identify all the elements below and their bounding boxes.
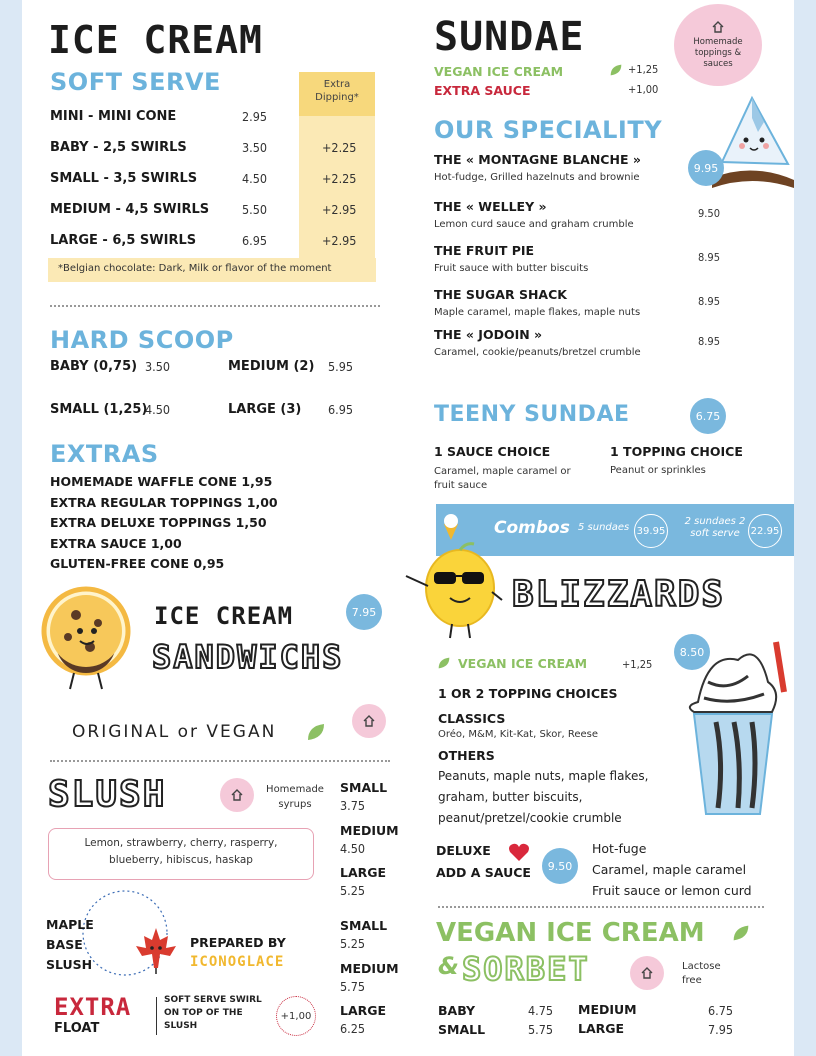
soft-serve-dip-price: +2.25 — [322, 171, 357, 186]
extra-float-float: FLOAT — [54, 1021, 100, 1036]
maple-price: 6.25 — [340, 1021, 366, 1036]
blizzards-classics-title: CLASSICS — [438, 711, 506, 726]
vegan-size: BABY — [438, 1003, 476, 1018]
slush-flavors: Lemon, strawberry, cherry, rasperry, blueberry, hibiscus, haskap — [48, 828, 314, 880]
vegan-title-1: VEGAN ICE CREAM — [436, 918, 705, 948]
slush-homemade: Homemade syrups — [266, 784, 324, 810]
vegan-size: SMALL — [438, 1022, 486, 1037]
maple-label: MAPLE BASE SLUSH — [46, 917, 94, 972]
maple-leaf-icon — [130, 924, 182, 976]
vegan-price: 4.75 — [528, 1003, 554, 1018]
speciality-price-badge: 9.95 — [688, 150, 724, 186]
hard-scoop-item: SMALL (1,25) — [50, 402, 148, 417]
house-icon — [640, 966, 654, 980]
deluxe-item: Fruit sauce or lemon curd — [592, 883, 752, 898]
hard-scoop-title: HARD SCOOP — [50, 326, 234, 354]
vegan-size: LARGE — [578, 1021, 625, 1036]
speciality-item-name: THE SUGAR SHACK — [434, 287, 567, 302]
homemade-badge-text: Homemade toppings & sauces — [693, 37, 743, 69]
soft-serve-dip-price: +2.95 — [322, 202, 357, 217]
deluxe-list — [592, 838, 752, 901]
divider — [50, 305, 380, 307]
speciality-item-name: THE « JODOIN » — [434, 327, 543, 342]
extras-list — [50, 472, 278, 575]
slush-price: 3.75 — [340, 798, 366, 813]
sandwichs-title-1: ICE CREAM — [154, 602, 294, 630]
slush-price: 4.50 — [340, 841, 366, 856]
soft-serve-item: SMALL - 3,5 SWIRLS — [50, 171, 198, 186]
vegan-price: 6.75 — [708, 1003, 734, 1018]
hard-scoop-price: 3.50 — [145, 359, 171, 374]
dipping-note: *Belgian chocolate: Dark, Milk or flavor of the moment — [58, 263, 332, 274]
blizzards-others: Peanuts, maple nuts, maple flakes, graham, butter biscuits, peanut/pretzel/cookie crumble — [438, 769, 649, 825]
speciality-item-price: 8.95 — [698, 335, 721, 348]
soft-serve-dip-price: +2.25 — [322, 140, 357, 155]
hard-scoop-item: MEDIUM (2) — [228, 359, 315, 374]
ice-cream-title: ICE CREAM — [48, 18, 263, 62]
soft-serve-item: MEDIUM - 4,5 SWIRLS — [50, 202, 210, 217]
slush-size: MEDIUM — [340, 823, 399, 838]
homemade-badge — [674, 4, 762, 86]
iconoglace-logo: ICONOGLACE — [190, 954, 285, 970]
house-icon — [362, 714, 376, 728]
teeny-topping-title: 1 TOPPING CHOICE — [610, 444, 743, 459]
sundae-vegan-label: VEGAN ICE CREAM — [434, 64, 564, 79]
house-icon — [230, 788, 244, 802]
blizzards-others-title: OTHERS — [438, 748, 495, 763]
blizzards-vegan-label: VEGAN ICE CREAM — [458, 656, 588, 671]
extra-dipping-label: Extra Dipping* — [315, 79, 359, 103]
maple-price: 5.25 — [340, 936, 366, 951]
speciality-item-price: 8.95 — [698, 251, 721, 264]
hard-scoop-price: 5.95 — [328, 359, 354, 374]
sundae-vegan-price: +1,25 — [628, 63, 659, 76]
deluxe-item: Caramel, maple caramel — [592, 862, 747, 877]
slush-title: SLUSH — [48, 774, 167, 815]
extra-float-extra: EXTRA — [54, 993, 132, 1021]
soft-serve-dip-price: +2.95 — [322, 233, 357, 248]
sandwichs-subtitle: ORIGINAL or VEGAN — [72, 722, 277, 742]
blizzards-choices: 1 OR 2 TOPPING CHOICES — [438, 686, 618, 701]
leaf-icon — [304, 720, 328, 744]
blizzard-cup-icon — [668, 632, 794, 822]
soft-serve-item: BABY - 2,5 SWIRLS — [50, 140, 187, 155]
vegan-amp: & — [438, 952, 459, 980]
speciality-item-price: 8.95 — [698, 295, 721, 308]
blizzards-title: BLIZZARDS — [512, 574, 726, 615]
soft-serve-price: 2.95 — [242, 109, 268, 124]
add-sauce-label: ADD A SAUCE — [436, 865, 531, 880]
speciality-item-desc: Maple caramel, maple flakes, maple nuts — [434, 307, 641, 318]
sandwichs-title-2: SANDWICHS — [152, 638, 344, 676]
teeny-title: TEENY SUNDAE — [434, 402, 630, 427]
mascot-lemon — [394, 540, 504, 640]
divider — [438, 906, 764, 908]
vegan-price: 7.95 — [708, 1022, 734, 1037]
divider — [156, 997, 157, 1035]
hard-scoop-price: 4.50 — [145, 402, 171, 417]
hard-scoop-price: 6.95 — [328, 402, 354, 417]
ice-cream-cone-icon — [438, 512, 464, 542]
speciality-item-price: 9.50 — [698, 207, 721, 220]
speciality-item-desc: Fruit sauce with butter biscuits — [434, 263, 589, 274]
teeny-price: 6.75 — [690, 398, 726, 434]
soft-serve-price: 3.50 — [242, 140, 268, 155]
speciality-item-name: THE FRUIT PIE — [434, 243, 535, 258]
slush-price: 5.25 — [340, 883, 366, 898]
speciality-item-desc: Hot-fudge, Grilled hazelnuts and brownie — [434, 172, 640, 183]
deluxe-item: Hot-fuge — [592, 841, 647, 856]
maple-size: MEDIUM — [340, 961, 399, 976]
blizzards-classics: Oréo, M&M, Kit-Kat, Skor, Reese — [438, 729, 598, 740]
divider — [50, 760, 390, 762]
leaf-icon — [436, 655, 452, 671]
soft-serve-item: MINI - MINI CONE — [50, 109, 177, 124]
lactose-free: Lactose free — [682, 961, 721, 986]
hard-scoop-item: BABY (0,75) — [50, 359, 138, 374]
vegan-size: MEDIUM — [578, 1002, 637, 1017]
extras-line: EXTRA REGULAR TOPPINGS 1,00 — [50, 494, 278, 510]
maple-size: SMALL — [340, 918, 388, 933]
extras-line: GLUTEN-FREE CONE 0,95 — [50, 556, 225, 571]
house-icon — [711, 20, 725, 34]
combos-title: Combos — [494, 518, 570, 538]
heart-icon — [508, 842, 530, 862]
blizzards-vegan-price: +1,25 — [622, 658, 653, 671]
soft-serve-price: 6.95 — [242, 233, 268, 248]
vegan-title-2: SORBET — [462, 950, 590, 988]
vegan-price: 5.75 — [528, 1022, 554, 1037]
slush-size: SMALL — [340, 780, 388, 795]
leaf-icon — [608, 62, 624, 78]
house-badge — [352, 704, 386, 738]
slush-size: LARGE — [340, 865, 387, 880]
float-desc: SOFT SERVE SWIRL ON TOP OF THE SLUSH — [164, 995, 262, 1031]
teeny-sauce-desc: Caramel, maple caramel or fruit sauce — [434, 466, 571, 491]
deluxe-price: 9.50 — [542, 848, 578, 884]
maple-price: 5.75 — [340, 979, 366, 994]
speciality-item-name: THE « WELLEY » — [434, 199, 547, 214]
leaf-icon — [730, 922, 752, 944]
sundae-title: SUNDAE — [434, 14, 585, 60]
combos-a-price: 39.95 — [634, 514, 668, 548]
teeny-sauce-title: 1 SAUCE CHOICE — [434, 444, 551, 459]
speciality-item-desc: Caramel, cookie/peanuts/bretzel crumble — [434, 347, 641, 358]
soft-serve-title: SOFT SERVE — [50, 68, 221, 96]
combos-b-price: 22.95 — [748, 514, 782, 548]
combos-b-label: 2 sundaes 2 soft serve — [684, 516, 746, 539]
teeny-topping-desc: Peanut or sprinkles — [610, 465, 706, 476]
mascot-mountain — [712, 92, 794, 212]
float-price: +1,00 — [276, 996, 316, 1036]
blizzards-price: 8.50 — [674, 634, 710, 670]
combos-a-label: 5 sundaes — [578, 522, 630, 533]
mascot-cookie — [28, 585, 140, 695]
extras-title: EXTRAS — [50, 440, 159, 468]
deluxe-label: DELUXE — [436, 843, 491, 858]
sundae-sauce-price: +1,00 — [628, 83, 659, 96]
sundae-sauce-label: EXTRA SAUCE — [434, 83, 531, 98]
extras-line: EXTRA SAUCE 1,00 — [50, 535, 182, 551]
extras-line: HOMEMADE WAFFLE CONE 1,95 — [50, 474, 273, 489]
house-badge — [220, 778, 254, 812]
menu-page — [22, 0, 794, 1056]
soft-serve-price: 5.50 — [242, 202, 268, 217]
maple-size: LARGE — [340, 1003, 387, 1018]
speciality-title: OUR SPECIALITY — [434, 116, 663, 144]
speciality-item-name: THE « MONTAGNE BLANCHE » — [434, 152, 641, 167]
sandwichs-price: 7.95 — [346, 594, 382, 630]
prepared-by: PREPARED BY — [190, 935, 286, 950]
speciality-item-desc: Lemon curd sauce and graham crumble — [434, 219, 634, 230]
soft-serve-item: LARGE - 6,5 SWIRLS — [50, 233, 197, 248]
hard-scoop-item: LARGE (3) — [228, 402, 302, 417]
extras-line: EXTRA DELUXE TOPPINGS 1,50 — [50, 515, 267, 530]
house-badge — [630, 956, 664, 990]
soft-serve-price: 4.50 — [242, 171, 268, 186]
